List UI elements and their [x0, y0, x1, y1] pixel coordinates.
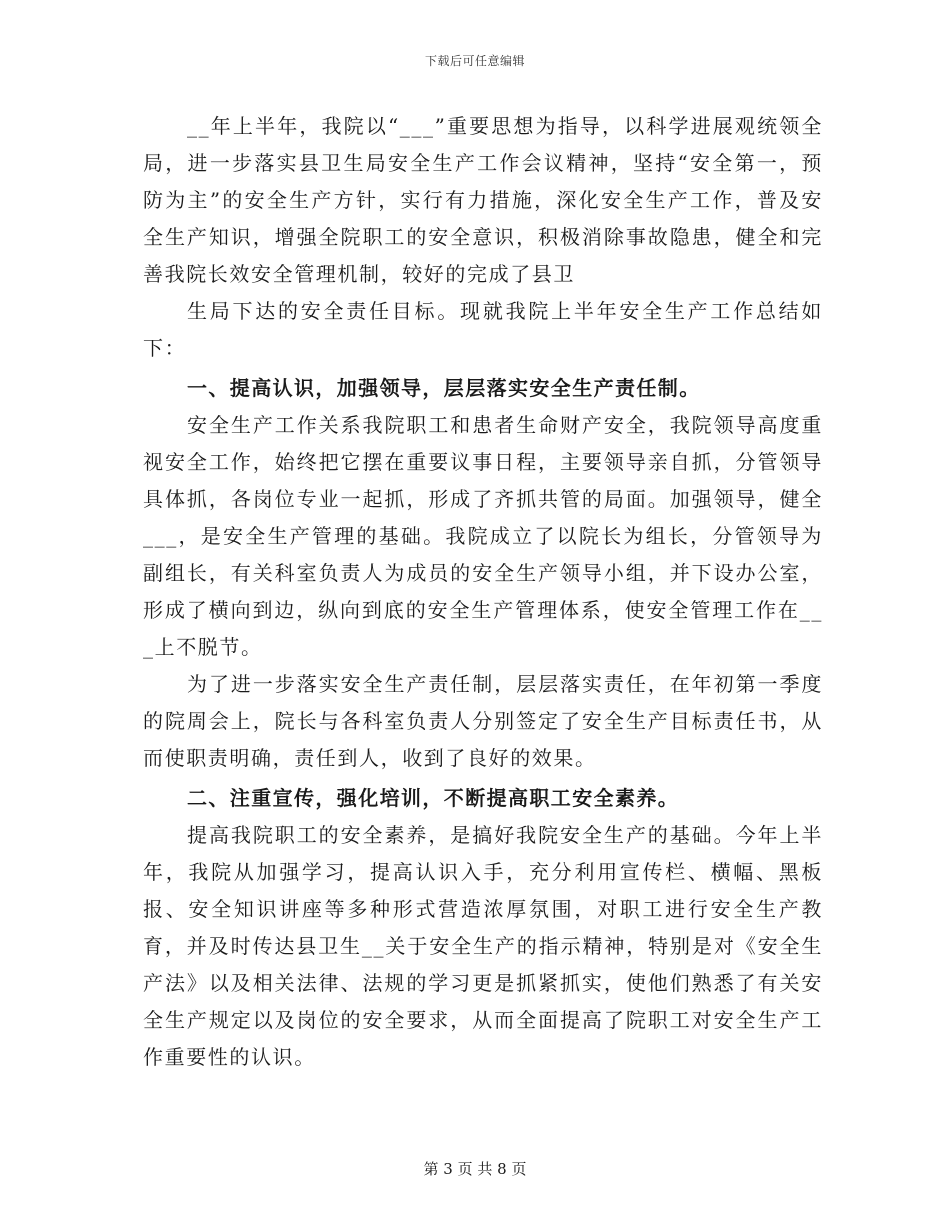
paragraph-section2-a: 提高我院职工的安全素养，是搞好我院安全生产的基础。今年上半年，我院从加强学习，提高认识入手，充分利用宣传栏、横幅、黑板报、安全知识讲座等多种形式营造浓厚氛围，对职工进行安全生产教育，并及时传达县卫生__关于安全生产的指示精神，特别是对《安全生产法》以及相关法律、法规的学习更是抓紧抓实，使他们熟悉了有关安全生产规定以及岗位的安全要求，从而全面提高了院职工对安全生产工作重要性的认识。: [143, 823, 823, 1069]
document-body: [143, 108, 823, 1076]
page-number: 第 3 页 共 8 页: [423, 1160, 527, 1178]
section-heading-2: 二、注重宣传，强化培训，不断提高职工安全素养。: [187, 786, 680, 810]
paragraph-section1-a: 安全生产工作关系我院职工和患者生命财产安全，我院领导高度重视安全工作，始终把它摆在重要议事日程，主要领导亲自抓，分管领导具体抓，各岗位专业一起抓，形成了齐抓共管的局面。加强领导，健全___，是安全生产管理的基础。我院成立了以院长为组长，分管领导为副组长，有关科室负责人为成员的安全生产领导小组，并下设办公室，形成了横向到边，纵向到底的安全生产管理体系，使安全管理工作在___上不脱节。: [143, 413, 823, 659]
page-header-note: 下载后可任意编辑: [424, 54, 525, 68]
paragraph-intro: __年上半年，我院以“___”重要思想为指导，以科学进展观统领全局，进一步落实县卫生局安全生产工作会议精神，坚持“安全第一，预防为主”的安全生产方针，实行有力措施，深化安全生产工作，普及安全生产知识，增强全院职工的安全意识，积极消除事故隐患，健全和完善我院长效安全管理机制，较好的完成了县卫: [143, 114, 823, 286]
section-heading-1: 一、提高认识，加强领导，层层落实安全生产责任制。: [187, 376, 701, 400]
paragraph-section1-b: 为了进一步落实安全生产责任制，层层落实责任，在年初第一季度的院周会上，院长与各科室负责人分别签定了安全生产目标责任书，从而使职责明确，责任到人，收到了良好的效果。: [143, 672, 823, 770]
paragraph-intro-continued: 生局下达的安全责任目标。现就我院上半年安全生产工作总结如下：: [143, 299, 823, 360]
